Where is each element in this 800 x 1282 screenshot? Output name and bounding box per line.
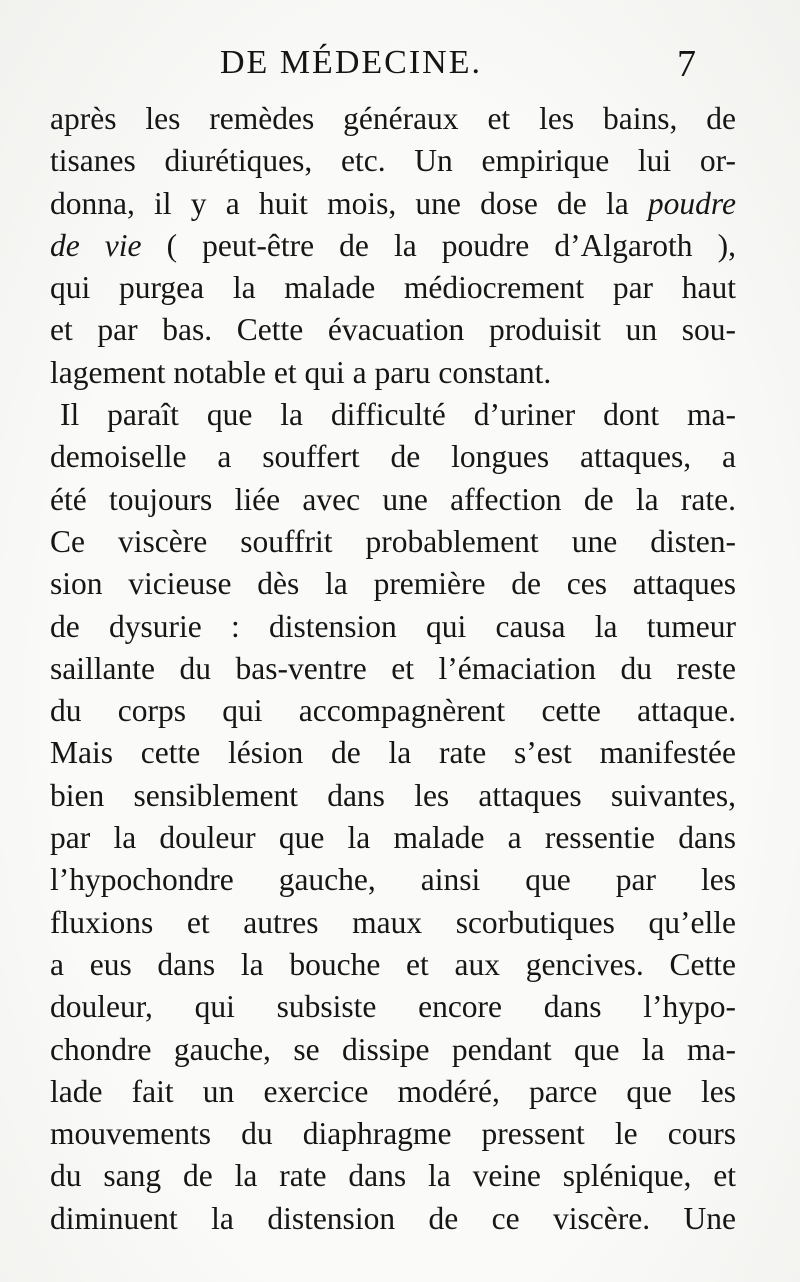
paragraph-1 <box>50 98 736 394</box>
text-run: ( peut-être de la poudre d’Algaroth ), <box>141 227 736 263</box>
body-text <box>50 98 736 1240</box>
text-line: diminuent la distension de ce viscère. Une <box>50 1200 736 1236</box>
text-line: mouvements du diaphragme pressent le cours <box>50 1116 736 1152</box>
page-header <box>0 40 800 90</box>
text-line: l’hypochondre gauche, ainsi que par les <box>50 862 736 898</box>
text-line: qui purgea la malade médiocrement par haut <box>50 270 736 306</box>
text-line <box>50 225 736 267</box>
text-line: a eus dans la bouche et aux gencives. Cette <box>50 946 736 982</box>
text-line: douleur, qui subsiste encore dans l’hypo- <box>50 989 736 1025</box>
text-line: du sang de la rate dans la veine splénique, et <box>50 1158 736 1194</box>
text-line: après les remèdes généraux et les bains, de <box>50 101 736 136</box>
page-number: 7 <box>677 43 696 85</box>
text-line: lade fait un exercice modéré, parce que les <box>50 1073 736 1109</box>
text-line: de dysurie : distension qui causa la tumeur <box>50 608 736 644</box>
text-line: Il paraît que la difficulté d’uriner dont ma- <box>60 397 736 433</box>
text-line: Ce viscère souffrit probablement une disten- <box>50 523 736 559</box>
text-line: sion vicieuse dès la première de ces attaques <box>50 566 736 602</box>
text-line: chondre gauche, se dissipe pendant que la ma- <box>50 1031 736 1067</box>
italic-run: de vie <box>50 227 142 263</box>
text-line: fluxions et autres maux scorbutiques qu’elle <box>50 904 736 940</box>
text-line: tisanes diurétiques, etc. Un empirique lui or- <box>50 143 736 179</box>
text-line: Mais cette lésion de la rate s’est manifestée <box>50 735 736 771</box>
text-line: lagement notable et qui a paru constant. <box>50 354 552 390</box>
paragraph-2 <box>50 394 736 1240</box>
text-line: été toujours liée avec une affection de la rate. <box>50 481 736 517</box>
text-line: du corps qui accompagnèrent cette attaque. <box>50 693 736 729</box>
italic-run: poudre <box>647 185 736 221</box>
text-line: par la douleur que la malade a ressentie dans <box>50 820 736 856</box>
text-line: saillante du bas-ventre et l’émaciation du reste <box>50 650 736 686</box>
text-line <box>50 183 736 225</box>
text-line: bien sensiblement dans les attaques suivantes, <box>50 777 736 813</box>
text-line: et par bas. Cette évacuation produisit un sou- <box>50 312 736 348</box>
text-run: donna, il y a huit mois, une dose de la <box>50 185 648 221</box>
running-head: DE MÉDECINE. <box>220 44 482 81</box>
text-line: demoiselle a souffert de longues attaques, a <box>50 439 736 475</box>
